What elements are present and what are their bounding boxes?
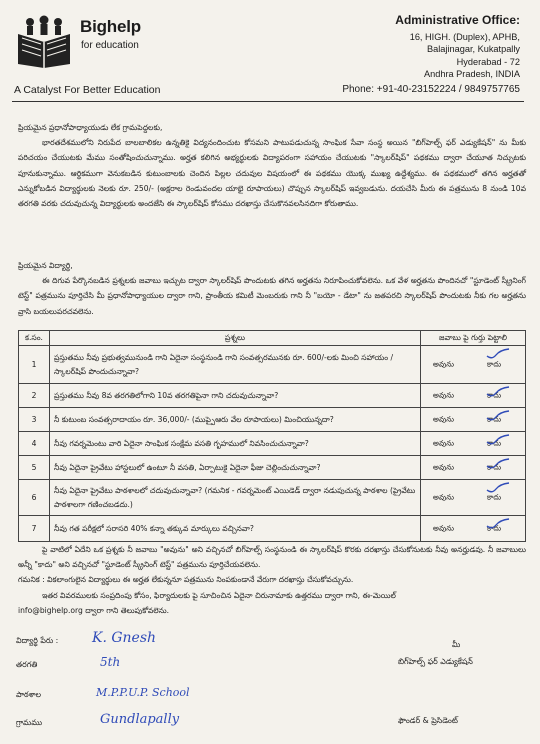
answer-cell[interactable]	[421, 516, 526, 542]
tick-mark-icon	[485, 410, 511, 422]
question-text: నీవు ఏదైనా ప్రైవేటు హాస్టలులో ఉంటూ నీ వసతి, ఏర్పాటుకై ఏదైనా ఫీజు చెల్లించుచున్నావా?	[50, 456, 421, 480]
question-text: ప్రస్తుతము నీవు 8వ తరగతిలోగాని 10వ తరగతిపైనా గాని చదువుచున్నావా?	[50, 384, 421, 408]
instructions-paragraph: ఈ దిగువ పేర్కొనబడిన ప్రశ్నలకు జవాబు ఇచ్చుట ద్వారా స్కాలర్‌షిప్ పొందుటకు తగిన అర్హతను నిరూపించుకోవలెను. ఒక వేళ అర్హతను పొందినచో "స్టూడెంట్ స్క్రీనింగ్ టెస్ట్" పత్రమును పూర్తిచేసి మీ ప్రధానోపాధ్యాయుల ద్వారా గాని, ప్రాంతీయ కమిటీ మెంబరుకు గాని నీ "బయో - డేటా" ను జతపరచి స్కాలర్‌షిప్ పొందుటకు నీకు గల అర్హతను వ్రాసి బయలుపరచవలెను.	[18, 276, 526, 316]
answer-cell[interactable]	[421, 432, 526, 456]
table-row	[19, 384, 526, 408]
row-number: 2	[19, 384, 50, 408]
brand-subtitle: for education	[81, 40, 139, 51]
no-option[interactable]: కాదు	[487, 390, 502, 399]
eligibility-table	[18, 330, 526, 542]
founder-title: ఫౌండర్ & ప్రెసిడెంట్	[398, 716, 458, 725]
address-line: 16, HIGH. (Duplex), APHB,	[409, 32, 520, 42]
class-label: తరగతి	[16, 660, 38, 669]
table-header-row	[19, 331, 526, 346]
disability-note: గమనిక : వికలాంగులైన విద్యార్థులు ఈ అర్హత లేకున్ననూ పత్రమును నింపకుండానే వేరుగా దరఖాస్తు చేసుకోవచ్చును.	[18, 575, 354, 585]
school-value[interactable]: M.P.P.U.P. School	[96, 686, 190, 699]
office-heading: Administrative Office:	[395, 13, 520, 27]
table-row	[19, 408, 526, 432]
organisation-signature: బిగ్‌హెల్ప్ ఫర్ ఎడ్యుకేషన్	[398, 657, 473, 666]
office-address	[270, 12, 520, 80]
school-label: పాఠశాల	[16, 690, 42, 699]
address-line: Andhra Pradesh, INDIA	[423, 68, 520, 79]
book-people-logo-icon	[14, 14, 74, 68]
tick-mark-icon	[485, 434, 511, 446]
row-number: 1	[19, 346, 50, 384]
yes-option[interactable]: అవును	[433, 492, 455, 501]
phone-number: Phone: +91-40-23152224 / 9849757765	[342, 84, 520, 95]
table-row	[19, 516, 526, 542]
question-text: నీవు ఏదైనా ప్రైవేటు పాఠశాలలో చదువుచున్నావా? (గమనిక - గవర్నమెంట్ ఎయిడెడ్ ద్వారా నడుపుచున్న పాఠశాల (ప్రైవేటు పాఠశాలగా గణించబడదు.)	[50, 480, 421, 516]
row-number: 6	[19, 480, 50, 516]
brand-name: Bighelp	[80, 17, 141, 36]
tick-mark-icon	[485, 348, 511, 360]
row-number: 4	[19, 432, 50, 456]
answer-cell[interactable]	[421, 480, 526, 516]
answer-cell[interactable]	[421, 384, 526, 408]
yes-option[interactable]: అవును	[433, 462, 455, 471]
answer-cell[interactable]	[421, 456, 526, 480]
row-number: 3	[19, 408, 50, 432]
student-instructions	[18, 258, 526, 319]
table-row	[19, 456, 526, 480]
yes-option[interactable]: అవును	[433, 438, 455, 447]
closing-notes	[18, 542, 526, 618]
salutation-student: ప్రియమైన విద్యార్థి,	[18, 261, 73, 270]
question-text: ప్రస్తుతము నీవు ప్రభుత్వమునుండి గాని ఏదైనా సంస్థనుండి గాని సంవత్సరమునకు రూ. 600/-లకు మించి సహాయం / స్కాలర్‌షిప్ పొందుచున్నావా?	[50, 346, 421, 384]
yes-option[interactable]: అవును	[433, 359, 455, 368]
no-option[interactable]: కాదు	[487, 359, 502, 368]
answer-cell[interactable]	[421, 346, 526, 384]
col-header-questions: ప్రశ్నలు	[50, 331, 421, 346]
col-header-number: క.సం.	[19, 331, 50, 346]
question-text: నీవు గవర్నమెంటు వారి ఏదైనా సాంఘిక సంక్షేమ వసతి గృహములో నివసించుచున్నావా?	[50, 432, 421, 456]
question-text: నీవు గత పరీక్షలో సరాసరి 40% కన్నా తక్కువ మార్కులు వచ్చినవా?	[50, 516, 421, 542]
yes-option[interactable]: అవును	[433, 390, 455, 399]
no-option[interactable]: కాదు	[487, 438, 502, 447]
address-line: Hyderabad - 72	[456, 56, 520, 67]
row-number: 5	[19, 456, 50, 480]
table-row	[19, 432, 526, 456]
letter-intro	[18, 120, 526, 211]
no-option[interactable]: కాదు	[487, 492, 502, 501]
contact-email: info@bighelp.org ద్వారా గాని తెలుపుకోవలెను.	[18, 605, 170, 615]
village-value[interactable]: Gundlapally	[100, 712, 180, 727]
answer-cell[interactable]	[421, 408, 526, 432]
header-divider	[12, 101, 524, 102]
tagline: A Catalyst For Better Education	[14, 84, 161, 96]
tick-mark-icon	[485, 386, 511, 398]
address-line: Balajinagar, Kukatpally	[427, 44, 520, 55]
tick-mark-icon	[485, 518, 511, 530]
table-row	[19, 346, 526, 384]
yes-option[interactable]: అవును	[433, 414, 455, 423]
regards-text: మీ	[452, 640, 461, 649]
no-option[interactable]: కాదు	[487, 523, 502, 532]
no-option[interactable]: కాదు	[487, 462, 502, 471]
row-number: 7	[19, 516, 50, 542]
tick-mark-icon	[485, 482, 511, 494]
table-row	[19, 480, 526, 516]
yes-option[interactable]: అవును	[433, 523, 455, 532]
intro-paragraph: భారతదేశములోని నిరుపేద బాలబాలికల ఉన్నతికై విద్యనందించుట కోసమని పాటుపడుచున్న సాంఘిక సేవా సంస్థ అయిన "బిగ్‌హెల్ప్ ఫర్ ఎడ్యుకేషన్" ను మీకు పరిచయం చేయుటకు మేము సంతోషించుచున్నాము. అర్హత కలిగిన అభ్యర్థులకు విద్యాపరంగా సహాయం చేయుటకు "స్కాలర్‌షిప్" పథకము ద్వారా చేయూత నిచ్చుటకు పూనుకున్నాము. ఆర్థికముగా వెనుకబడిన కుటుంబాలకు చెందిన పిల్లల చదువుల విషయంలో ఈ పథకము యొక్క ముఖ్య ఉద్దేశ్యము. ఈ పథకములో తగిన అర్హతతో ఎన్నుకోబడిన విద్యార్థులకు నెలకు రూ. 250/- (అక్షరాల రెండువందల యాభై రూపాయలు) చొప్పున స్కాలర్‌షిప్ ఇవ్వబడును. దయచేసి మీరు ఈ పత్రమును 8 నుండి 10వ తరగతి వరకు చదువుచున్న విద్యార్థులకు అందజేసి ఈ స్కాలర్‌షిప్ కోసము దరఖాస్తు చేసుకొనవలసినదిగా కోరుతాము.	[18, 138, 526, 209]
contact-note: ఇతర వివరములకు సంప్రదింపు కోసం, ఫిర్యాదులకు పై సూచించిన ఏదైనా చిరునామాకు ఉత్తరము ద్వారా గాని, ఈ-మెయిల్	[42, 590, 396, 600]
class-value[interactable]: 5th	[100, 655, 121, 669]
question-text: నీ కుటుంబ సంవత్సరాదాయం రూ. 36,000/- (ముప్పైఆరు వేల రూపాయలు) మించియున్నదా?	[50, 408, 421, 432]
no-option[interactable]: కాదు	[487, 414, 502, 423]
salutation-head: ప్రియమైన ప్రధానోపాధ్యాయుడు లేక గ్రామపెద్దలకు,	[18, 123, 163, 132]
ineligibility-note: పై వాటిలో ఏదేని ఒక ప్రశ్నకు నీ జవాబు "అవును" అని వచ్చినచో బిగ్‌హెల్ప్ సంస్థనుండి ఈ స్కాలర్‌షిప్ కొరకు దరఖాస్తు చేసుకోనుటకు నీవు అనర్హుడవు. నీ జవాబులు అన్నీ "కాదు" అని వచ్చినచో "స్టూడెంట్ స్క్రీనింగ్ టెస్ట్" పత్రమును పూర్తిచేయవలెను.	[18, 545, 526, 570]
col-header-answer: జవాబు పై గుర్తు పెట్టాలి	[421, 331, 526, 346]
student-name-label: విద్యార్థి పేరు :	[16, 636, 59, 645]
tick-mark-icon	[485, 458, 511, 470]
village-label: గ్రామము	[16, 718, 43, 727]
student-name-value[interactable]: K. Gnesh	[92, 630, 157, 646]
